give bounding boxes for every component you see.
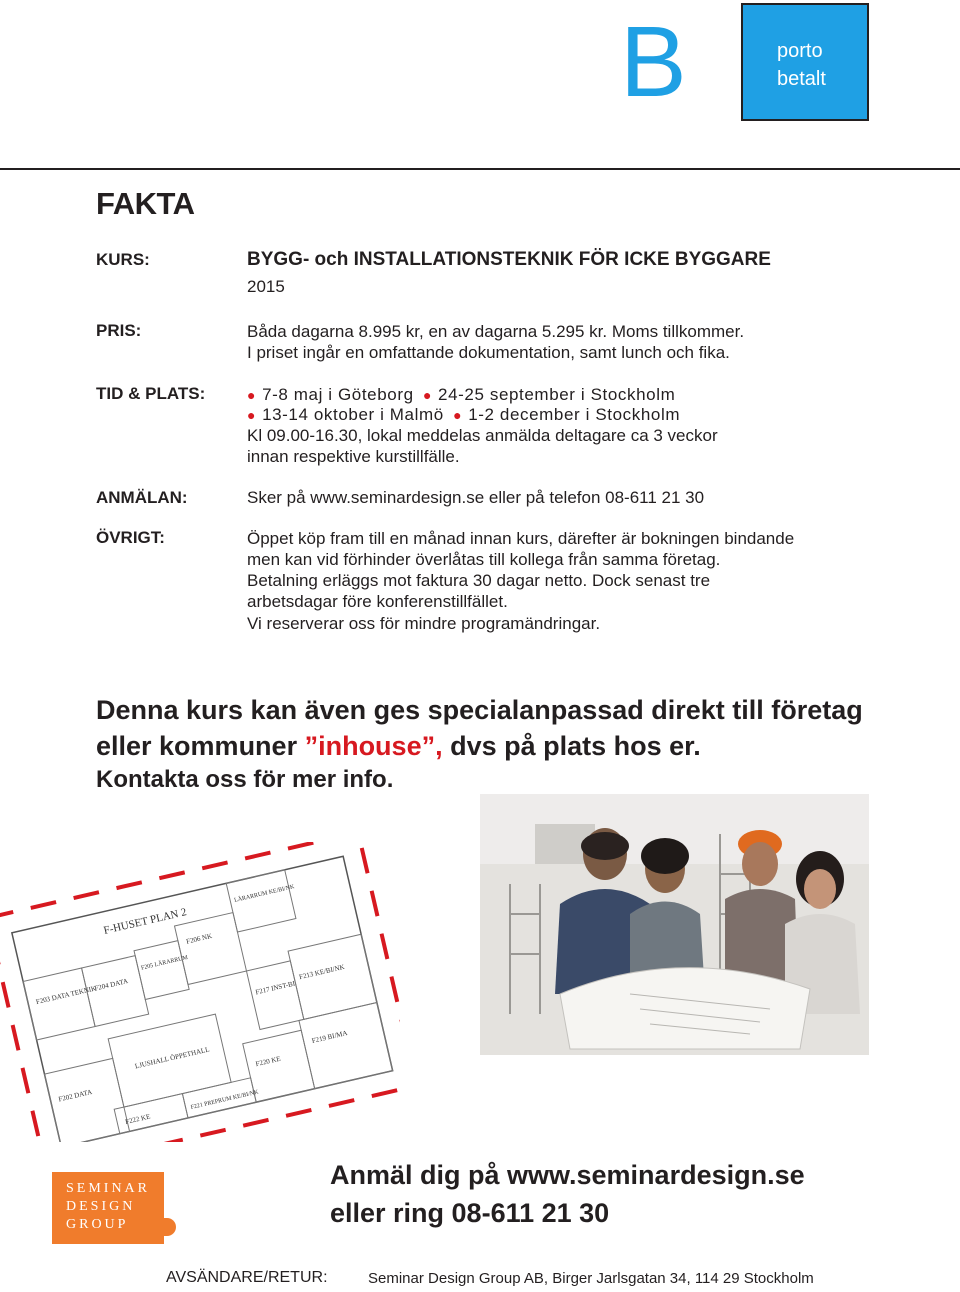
kontakta-text: Kontakta oss för mer info. [96,766,394,793]
promo-inhouse: ”inhouse”, [304,731,443,761]
pris-line-1: Båda dagarna 8.995 kr, en av dagarna 5.295 kr. Moms tillkommer. [247,322,745,341]
bullet-icon: ● [247,387,257,403]
bullet-icon: ● [422,387,433,403]
room-label: F206 NK [185,931,213,946]
call-to-action [330,1156,805,1232]
room-label: F213 KE/BI/NK [298,962,346,982]
floor-plan [0,842,400,1142]
room-label: F221 PREPRUM KE/BI/NK [190,1089,260,1111]
room-label: F205 LÄRARRUM [140,954,189,972]
ovrigt-line-4: arbetsdagar före konferenstillfället. [247,592,508,611]
room-label: F219 BI/MA [311,1029,349,1045]
tid-label: TID & PLATS: [96,384,206,403]
room-label: F204 DATA [93,977,129,993]
ovrigt-line-1: Öppet köp fram till en månad innan kurs, därefter är bokningen bindande [247,529,795,548]
date-4: 1-2 december i Stockholm [468,405,681,424]
bullet-icon: ● [247,407,257,423]
kurs-title: BYGG- och INSTALLATIONSTEKNIK FÖR ICKE BYGGARE [247,249,771,270]
ovrigt-line-2: men kan vid förhinder överlåtas till kollega från samma företag. [247,550,721,569]
date-1: 7-8 maj i Göteborg [262,385,414,404]
pris-line-2: I priset ingår en omfattande dokumentation, samt lunch och fika. [247,343,730,362]
cta-line-2: eller ring 08-611 21 30 [330,1198,610,1228]
tid-line-4: innan respektive kurstillfälle. [247,447,460,466]
promo-headline [96,692,863,764]
ovrigt-line-3: Betalning erläggs mot faktura 30 dagar netto. Dock senast tre [247,571,711,590]
kurs-year: 2015 [247,277,285,296]
pris-label: PRIS: [96,321,142,340]
tid-line-3: Kl 09.00-16.30, lokal meddelas anmälda deltagare ca 3 veckor [247,426,718,445]
dates-line-1 [247,384,675,406]
divider [0,168,960,170]
room-label: F203 DATA TEKNIK [35,984,97,1007]
date-3: 13-14 oktober i Malmö [262,405,444,424]
porto-line-1: porto [777,40,823,62]
seminar-design-group-logo [52,1172,164,1244]
logo-puzzle-tab [164,1218,176,1236]
room-label: LJUSHALL ÖPPETHALL [134,1045,211,1071]
students-photo [480,794,869,1055]
room-label: F220 KE [254,1054,282,1069]
kurs-label: KURS: [96,250,150,269]
logo-line-2: DESIGN [66,1199,136,1214]
room-label: F217 INST-BI [254,979,296,997]
floor-plan-title: F-HUSET PLAN 2 [102,906,188,937]
room-label: LÄRARRUM KE/BI/NK [233,884,296,904]
date-2: 24-25 september i Stockholm [438,385,676,404]
room-label: F222 KE [124,1112,152,1127]
sender-address: Seminar Design Group AB, Birger Jarlsgatan 34, 114 29 Stockholm [368,1270,814,1287]
logo-line-3: GROUP [66,1217,129,1232]
ovrigt-label: ÖVRIGT: [96,528,165,547]
promo-line-2-post: dvs på plats hos er. [442,731,701,761]
bullet-icon: ● [453,407,463,423]
anmalan-label: ANMÄLAN: [96,488,188,507]
promo-line-1: Denna kurs kan även ges specialanpassad direkt till företag [96,695,863,725]
porto-line-2: betalt [777,68,826,90]
logo-line-1: SEMINAR [66,1181,151,1196]
fakta-heading: FAKTA [96,186,195,221]
porto-betalt-stamp [741,3,869,121]
anmalan-text: Sker på www.seminardesign.se eller på telefon 08-611 21 30 [247,488,705,507]
sender-label: AVSÄNDARE/RETUR: [166,1269,328,1286]
dates-line-2 [247,404,680,426]
letter-b: B [620,6,687,118]
promo-line-2-pre: eller kommuner [96,731,305,761]
students-photo-image [480,794,869,1055]
room-label: F202 DATA [57,1087,93,1104]
cta-line-1: Anmäl dig på www.seminardesign.se [330,1160,805,1190]
ovrigt-line-5: Vi reserverar oss för mindre programändringar. [247,614,601,633]
promo-line-2 [96,728,863,764]
